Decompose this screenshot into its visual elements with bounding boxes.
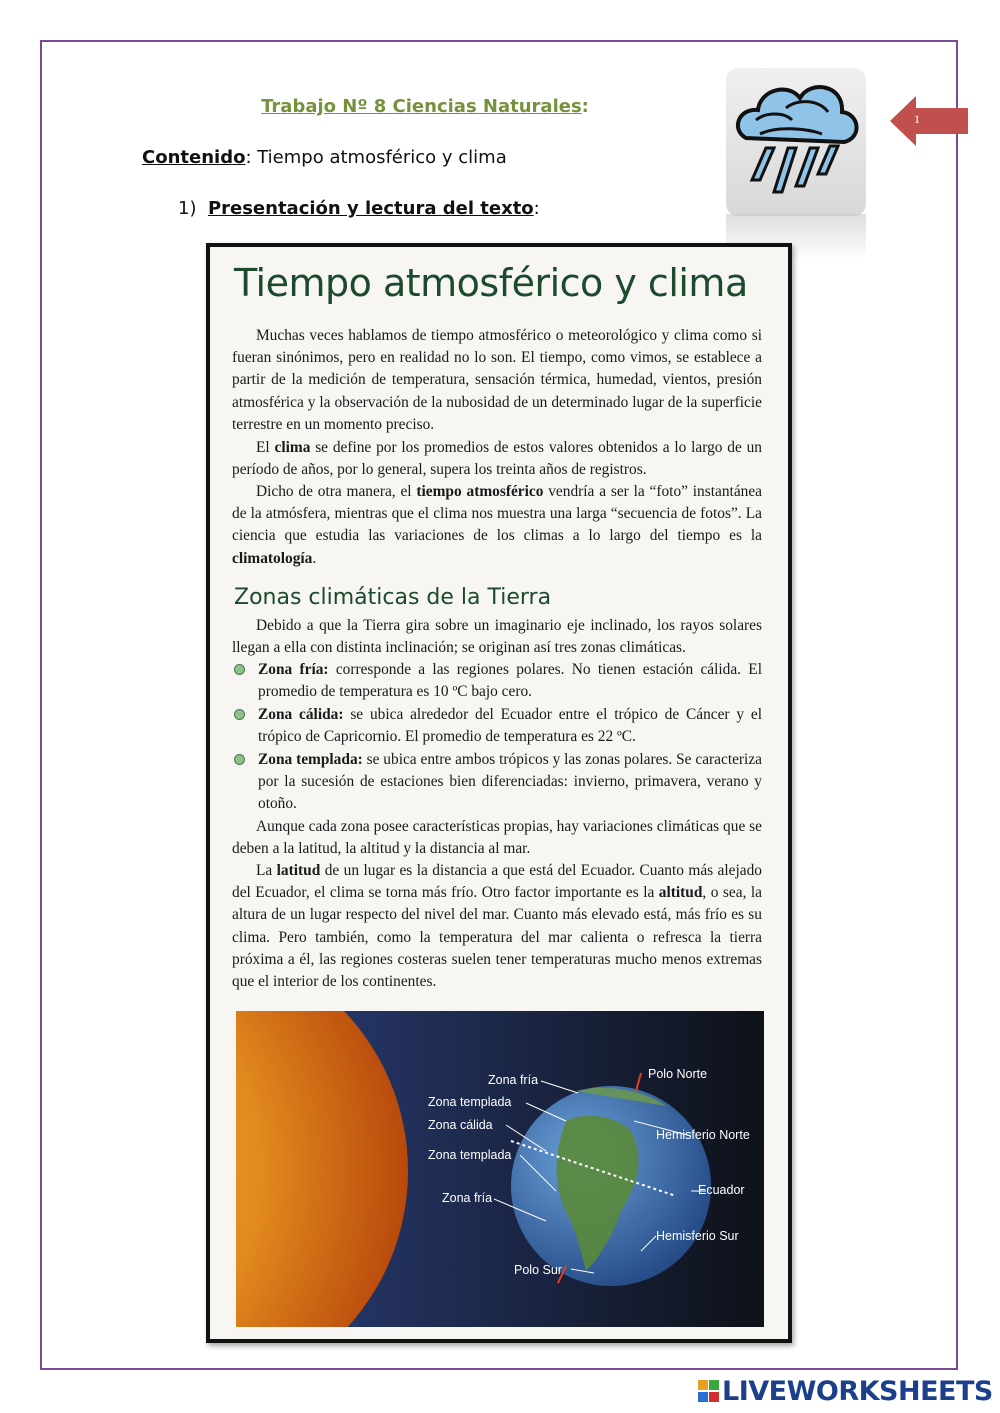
page-number: 1 [914, 112, 920, 126]
scan-subtitle: Zonas climáticas de la Tierra [234, 585, 552, 610]
label-zona-fria-bottom: Zona fría [442, 1191, 493, 1205]
label-zona-templada-top: Zona templada [428, 1095, 512, 1109]
textbook-scan [206, 243, 792, 1343]
page-number-arrow-icon [890, 96, 968, 146]
rain-cloud-icon [726, 68, 866, 216]
paragraph-3: Dicho de otra manera, el tiempo atmosférico vendría a ser la “foto” instantánea de la atmósfera, mientras que el clima nos muestra una larga “secuencia de fotos”. La ciencia que estudia las variaciones de los climas a lo largo del tiempo es la climatología. [232, 483, 763, 567]
paragraph-1: Muchas veces hablamos de tiempo atmosférico o meteorológico y clima como si fueran sinónimos, pero en realidad no lo son. El tiempo, como vimos, se establece a partir de la medición de temperatura, sensación térmica, humedad, vientos, presión atmosférica y la observación de la nubosidad de un determinado lugar de la superficie terrestre en un momento preciso. [232, 327, 762, 433]
content-text: : Tiempo atmosférico y clima [245, 147, 507, 168]
scan-title: Tiempo atmosférico y clima [234, 261, 748, 305]
content-label: Contenido [142, 147, 246, 168]
paragraph-2: El clima se define por los promedios de estos valores obtenidos a lo largo de un período de años, por lo general, supera los treinta años de registros. [232, 439, 762, 479]
paragraph-4: Debido a que la Tierra gira sobre un imaginario eje inclinado, los rayos solares llegan a ella con distinta inclinación; se originan así tres zonas climáticas. [232, 617, 762, 657]
label-zona-calida: Zona cálida [428, 1118, 493, 1132]
content-line [142, 147, 507, 168]
bullet-zona-templada: Zona templada: se ubica entre ambos trópicos y las zonas polares. Se caracteriza por la sucesión de estaciones bien diferenciadas: invierno, primavera, verano y otoño. [234, 749, 762, 816]
paragraph-6: La latitud de un lugar es la distancia a que está del Ecuador. Cuanto más alejado del Ecuador, el clima se torna más frío. Otro factor importante es la altitud, o sea, la altura de un lugar respecto del nivel del mar. Cuanto más elevado está, más frío es su clima. Pero también, como la temperatura del mar calienta o refresca la tierra próxima a él, las regiones costeras suelen tener temperaturas mucho menos extremas que el interior de los continentes. [232, 862, 762, 991]
bullet-zona-calida: Zona cálida: se ubica alrededor del Ecuador entre el trópico de Cáncer y el trópico de Capricornio. El promedio de temperatura es 22 ºC. [234, 704, 762, 748]
label-zona-fria-top: Zona fría [488, 1073, 539, 1087]
label-ecuador: Ecuador [698, 1183, 745, 1197]
bullet-dot-icon [234, 664, 245, 675]
liveworksheets-logo[interactable]: LIVEWORKSHEETS [698, 1376, 993, 1407]
climate-zones-figure [236, 1011, 764, 1327]
bullet-dot-icon [234, 754, 245, 765]
task-item-label: Presentación y lectura del texto [207, 198, 534, 219]
bullet-dot-icon [234, 709, 245, 720]
task-item-1: 1) Presentación y lectura del texto: [178, 198, 540, 219]
worksheet-title: Trabajo Nº 8 Ciencias Naturales: [261, 96, 589, 117]
liveworksheets-mark-icon [698, 1378, 720, 1404]
label-hemisferio-sur: Hemisferio Sur [656, 1229, 739, 1243]
label-zona-templada-bottom: Zona templada [428, 1148, 512, 1162]
paragraph-5: Aunque cada zona posee características propias, hay variaciones climáticas que se deben a la latitud, la altitud y la distancia al mar. [232, 818, 762, 858]
label-polo-norte: Polo Norte [648, 1067, 708, 1081]
label-polo-sur: Polo Sur [514, 1263, 562, 1277]
bullet-zona-fria: Zona fría: corresponde a las regiones polares. No tienen estación cálida. El promedio de temperatura es 10 ºC bajo cero. [234, 659, 762, 703]
label-hemisferio-norte: Hemisferio Norte [656, 1128, 750, 1142]
